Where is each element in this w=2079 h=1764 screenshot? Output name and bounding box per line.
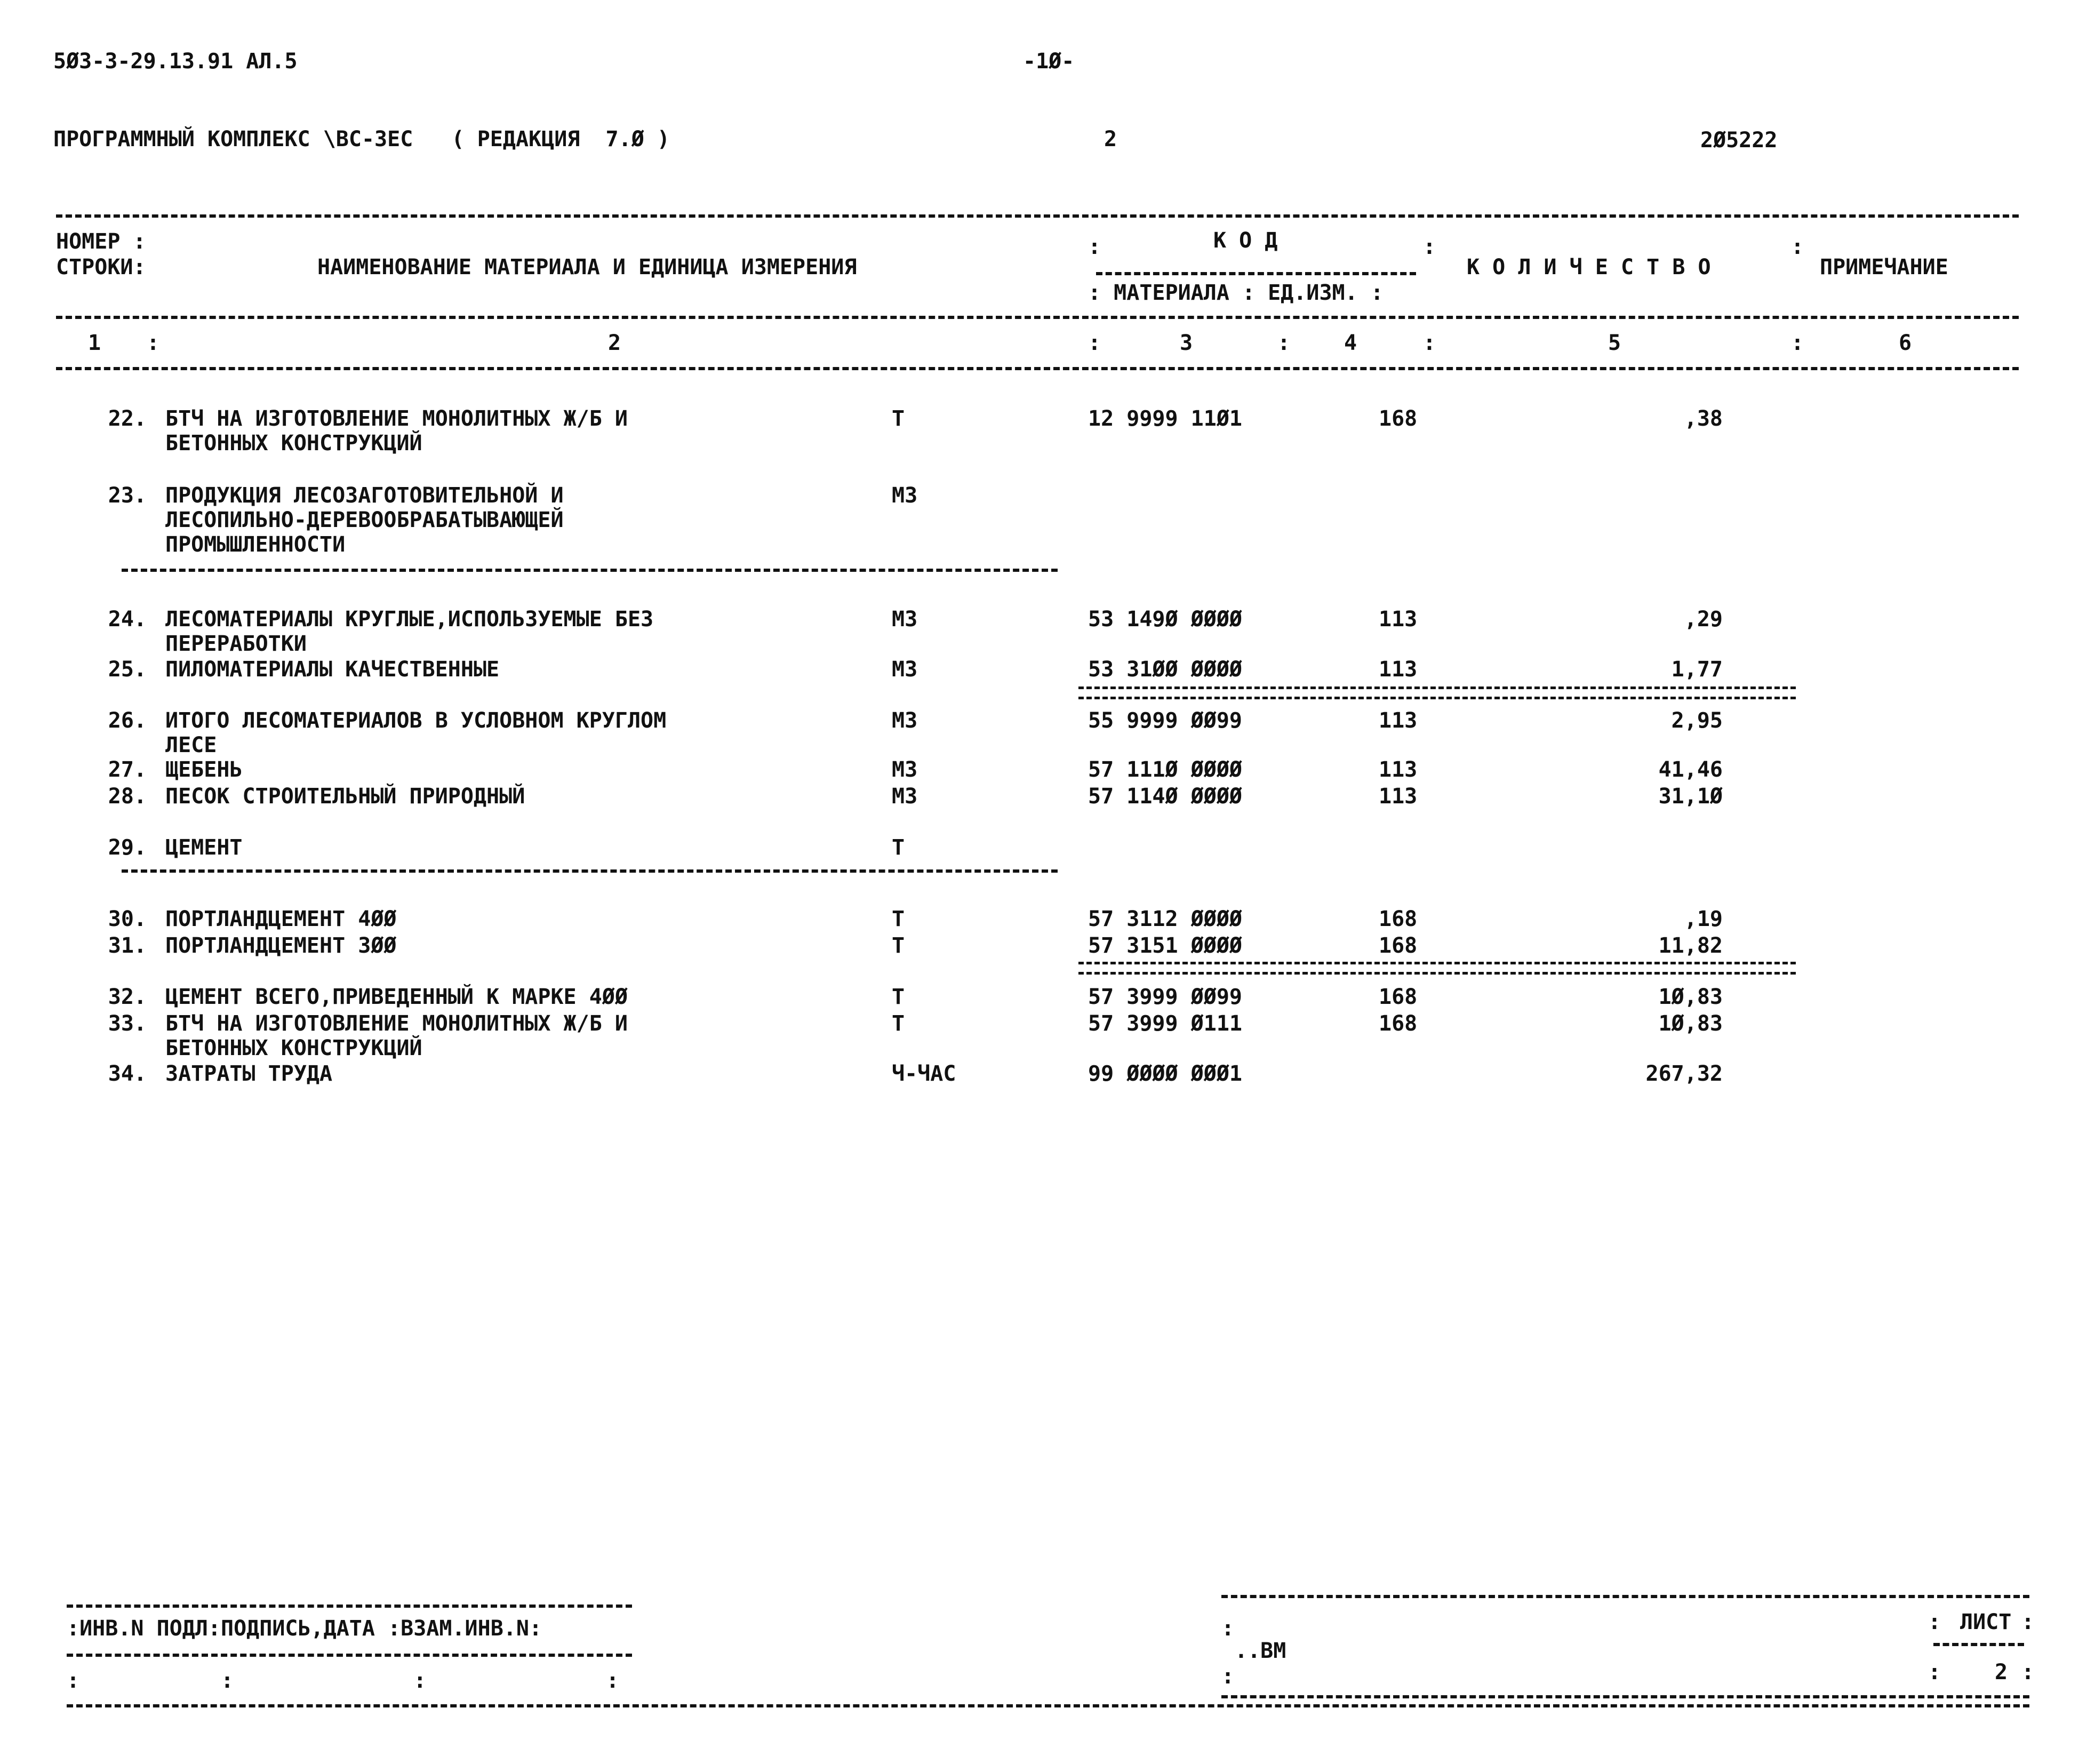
- row-number: 30.: [108, 907, 147, 931]
- row-number: 33.: [108, 1011, 147, 1036]
- col-number-3: 3: [1180, 331, 1193, 355]
- row-name: ПРОДУКЦИЯ ЛЕСОЗАГОТОВИТЕЛЬНОЙ И ЛЕСОПИЛЬНО-ДЕРЕВООБРАБАТЫВАЮЩЕЙ ПРОМЫШЛЕННОСТИ: [165, 483, 564, 557]
- header-code-sub: : МАТЕРИАЛА : ЕД.ИЗМ. :: [1088, 281, 1384, 305]
- row-number: 23.: [108, 483, 147, 508]
- row-number: 29.: [108, 835, 147, 860]
- col-number-2: 2: [608, 331, 621, 355]
- header-note-separator: :: [1791, 235, 1804, 259]
- col-number-1: 1: [88, 331, 101, 355]
- row-unit-code: 168: [1379, 1011, 1418, 1036]
- col-number-separators: :: [1791, 331, 1804, 355]
- program-title: ПРОГРАММНЫЙ КОМПЛЕКС \ВС-3ЕС ( РЕДАКЦИЯ 7.Ø ): [53, 127, 670, 151]
- col-number-6: 6: [1899, 331, 1912, 355]
- row-quantity: 41,46: [1658, 757, 1723, 782]
- row-name: ЦЕМЕНТ: [165, 835, 243, 860]
- row-material-code: 55 9999 ØØ99: [1088, 708, 1242, 733]
- row-unit: М3: [892, 657, 918, 682]
- row-unit: Т: [892, 933, 905, 958]
- title-block-separators: :: [1221, 1664, 1235, 1689]
- group-separator: [122, 869, 1058, 873]
- header-row-number: НОМЕР :: [56, 229, 146, 254]
- title-block-label: ..ВМ: [1235, 1639, 1286, 1663]
- header-code-separator-2: :: [1423, 235, 1436, 259]
- row-unit: Ч-ЧАС: [892, 1061, 956, 1086]
- row-name: ЩЕБЕНЬ: [165, 757, 243, 782]
- sheet-box-rule: [1933, 1643, 2024, 1646]
- row-name: ЛЕСОМАТЕРИАЛЫ КРУГЛЫЕ,ИСПОЛЬЗУЕМЫЕ БЕЗ ПЕРЕРАБОТКИ: [165, 607, 654, 656]
- row-quantity: 267,32: [1645, 1061, 1723, 1086]
- row-material-code: 53 149Ø ØØØØ: [1088, 607, 1242, 632]
- sheet-value-separators: :: [1928, 1660, 1941, 1685]
- row-unit: М3: [892, 607, 918, 632]
- row-material-code: 57 111Ø ØØØØ: [1088, 757, 1242, 782]
- row-unit: Т: [892, 985, 905, 1009]
- row-number: 34.: [108, 1061, 147, 1086]
- row-number: 24.: [108, 607, 147, 632]
- row-unit: Т: [892, 835, 905, 860]
- row-material-code: 57 114Ø ØØØØ: [1088, 784, 1242, 809]
- header-row-number-2: СТРОКИ:: [56, 255, 146, 280]
- col-number-5: 5: [1608, 331, 1621, 355]
- stamp-rule-mid: [67, 1654, 632, 1657]
- row-number: 32.: [108, 985, 147, 1009]
- row-number: 27.: [108, 757, 147, 782]
- row-unit-code: 168: [1379, 406, 1418, 431]
- row-material-code: 57 3112 ØØØØ: [1088, 907, 1242, 931]
- stamp-rule-top: [67, 1605, 632, 1608]
- stamp-left-labels: :ИНВ.N ПОДЛ:ПОДПИСЬ,ДАТА :ВЗАМ.ИНВ.N:: [67, 1616, 542, 1641]
- sheet-value-separators: :: [2021, 1660, 2035, 1685]
- title-block-separators: :: [1221, 1616, 1235, 1641]
- row-name: ПОРТЛАНДЦЕМЕНТ 4ØØ: [165, 907, 397, 931]
- row-quantity: ,38: [1684, 406, 1723, 431]
- row-name: ЗАТРАТЫ ТРУДА: [165, 1061, 333, 1086]
- row-unit-code: 168: [1379, 933, 1418, 958]
- row-unit-code: 113: [1379, 708, 1418, 733]
- row-material-code: 57 3999 Ø111: [1088, 1011, 1242, 1036]
- row-material-code: 57 3999 ØØ99: [1088, 985, 1242, 1009]
- header-rule-top: [56, 214, 2019, 218]
- col-number-separators: :: [1277, 331, 1291, 355]
- row-name: ПИЛОМАТЕРИАЛЫ КАЧЕСТВЕННЫЕ: [165, 657, 500, 682]
- row-name: ЦЕМЕНТ ВСЕГО,ПРИВЕДЕННЫЙ К МАРКЕ 4ØØ: [165, 985, 628, 1009]
- row-unit-code: 113: [1379, 607, 1418, 632]
- row-quantity: ,19: [1684, 907, 1723, 931]
- row-name: ИТОГО ЛЕСОМАТЕРИАЛОВ В УСЛОВНОМ КРУГЛОМ ЛЕСЕ: [165, 708, 667, 757]
- row-material-code: 99 ØØØØ ØØØ1: [1088, 1061, 1242, 1086]
- code-subheader-rule: [1096, 272, 1416, 275]
- header-quantity: К О Л И Ч Е С Т В О: [1467, 255, 1711, 280]
- header-rule-mid: [56, 316, 2019, 319]
- row-unit: Т: [892, 406, 905, 431]
- stamp-left-cells: : : : :: [67, 1669, 619, 1693]
- row-unit: М3: [892, 757, 918, 782]
- row-quantity: 1Ø,83: [1658, 985, 1723, 1009]
- page-number: -1Ø-: [1023, 49, 1075, 74]
- col-number-separators: :: [147, 331, 160, 355]
- total-separator: [1078, 687, 1796, 699]
- title-block-rule-top: [1221, 1595, 2029, 1598]
- row-unit: М3: [892, 708, 918, 733]
- row-material-code: 53 31ØØ ØØØØ: [1088, 657, 1242, 682]
- row-name: ПОРТЛАНДЦЕМЕНТ 3ØØ: [165, 933, 397, 958]
- col-number-4: 4: [1344, 331, 1357, 355]
- sheet-label: ЛИСТ: [1960, 1610, 2012, 1634]
- row-number: 28.: [108, 784, 147, 809]
- row-quantity: 1Ø,83: [1658, 1011, 1723, 1036]
- row-unit: Т: [892, 907, 905, 931]
- col-number-separators: :: [1088, 331, 1101, 355]
- row-name: БТЧ НА ИЗГОТОВЛЕНИЕ МОНОЛИТНЫХ Ж/Б И БЕТОННЫХ КОНСТРУКЦИЙ: [165, 1011, 628, 1060]
- group-separator: [122, 569, 1058, 572]
- header-note: ПРИМЕЧАНИЕ: [1820, 255, 1948, 280]
- row-number: 22.: [108, 406, 147, 431]
- sheet-label-separators: :: [2021, 1610, 2035, 1634]
- stamp-rule-bottom: [67, 1704, 2029, 1707]
- col-number-separators: :: [1423, 331, 1436, 355]
- row-unit: М3: [892, 483, 918, 508]
- row-number: 31.: [108, 933, 147, 958]
- row-unit-code: 113: [1379, 657, 1418, 682]
- row-unit-code: 113: [1379, 784, 1418, 809]
- row-name: ПЕСОК СТРОИТЕЛЬНЫЙ ПРИРОДНЫЙ: [165, 784, 525, 809]
- row-name: БТЧ НА ИЗГОТОВЛЕНИЕ МОНОЛИТНЫХ Ж/Б И БЕТОННЫХ КОНСТРУКЦИЙ: [165, 406, 628, 456]
- row-material-code: 57 3151 ØØØØ: [1088, 933, 1242, 958]
- row-unit-code: 168: [1379, 985, 1418, 1009]
- row-quantity: ,29: [1684, 607, 1723, 632]
- row-number: 25.: [108, 657, 147, 682]
- row-unit: М3: [892, 784, 918, 809]
- title-block-rule-bottom: [1221, 1695, 2029, 1698]
- sheet-value: 2: [1995, 1660, 2008, 1685]
- row-quantity: 31,1Ø: [1658, 784, 1723, 809]
- header-rule-bottom: [56, 367, 2019, 370]
- row-quantity: 2,95: [1671, 708, 1723, 733]
- total-separator: [1078, 962, 1796, 975]
- row-unit: Т: [892, 1011, 905, 1036]
- header-code-group: К О Д: [1213, 228, 1278, 253]
- row-material-code: 12 9999 11Ø1: [1088, 406, 1242, 431]
- row-quantity: 1,77: [1671, 657, 1723, 682]
- row-unit-code: 168: [1379, 907, 1418, 931]
- header-material-name: НАИМЕНОВАНИЕ МАТЕРИАЛА И ЕДИНИЦА ИЗМЕРЕНИЯ: [317, 255, 857, 280]
- row-number: 26.: [108, 708, 147, 733]
- document-code: 5Ø3-3-29.13.91 АЛ.5: [53, 49, 298, 74]
- sheet-number: 2: [1104, 127, 1117, 151]
- row-quantity: 11,82: [1658, 933, 1723, 958]
- row-unit-code: 113: [1379, 757, 1418, 782]
- document-id: 2Ø5222: [1700, 128, 1778, 153]
- sheet-label-separators: :: [1928, 1610, 1941, 1634]
- header-code-separator-1: :: [1088, 235, 1101, 259]
